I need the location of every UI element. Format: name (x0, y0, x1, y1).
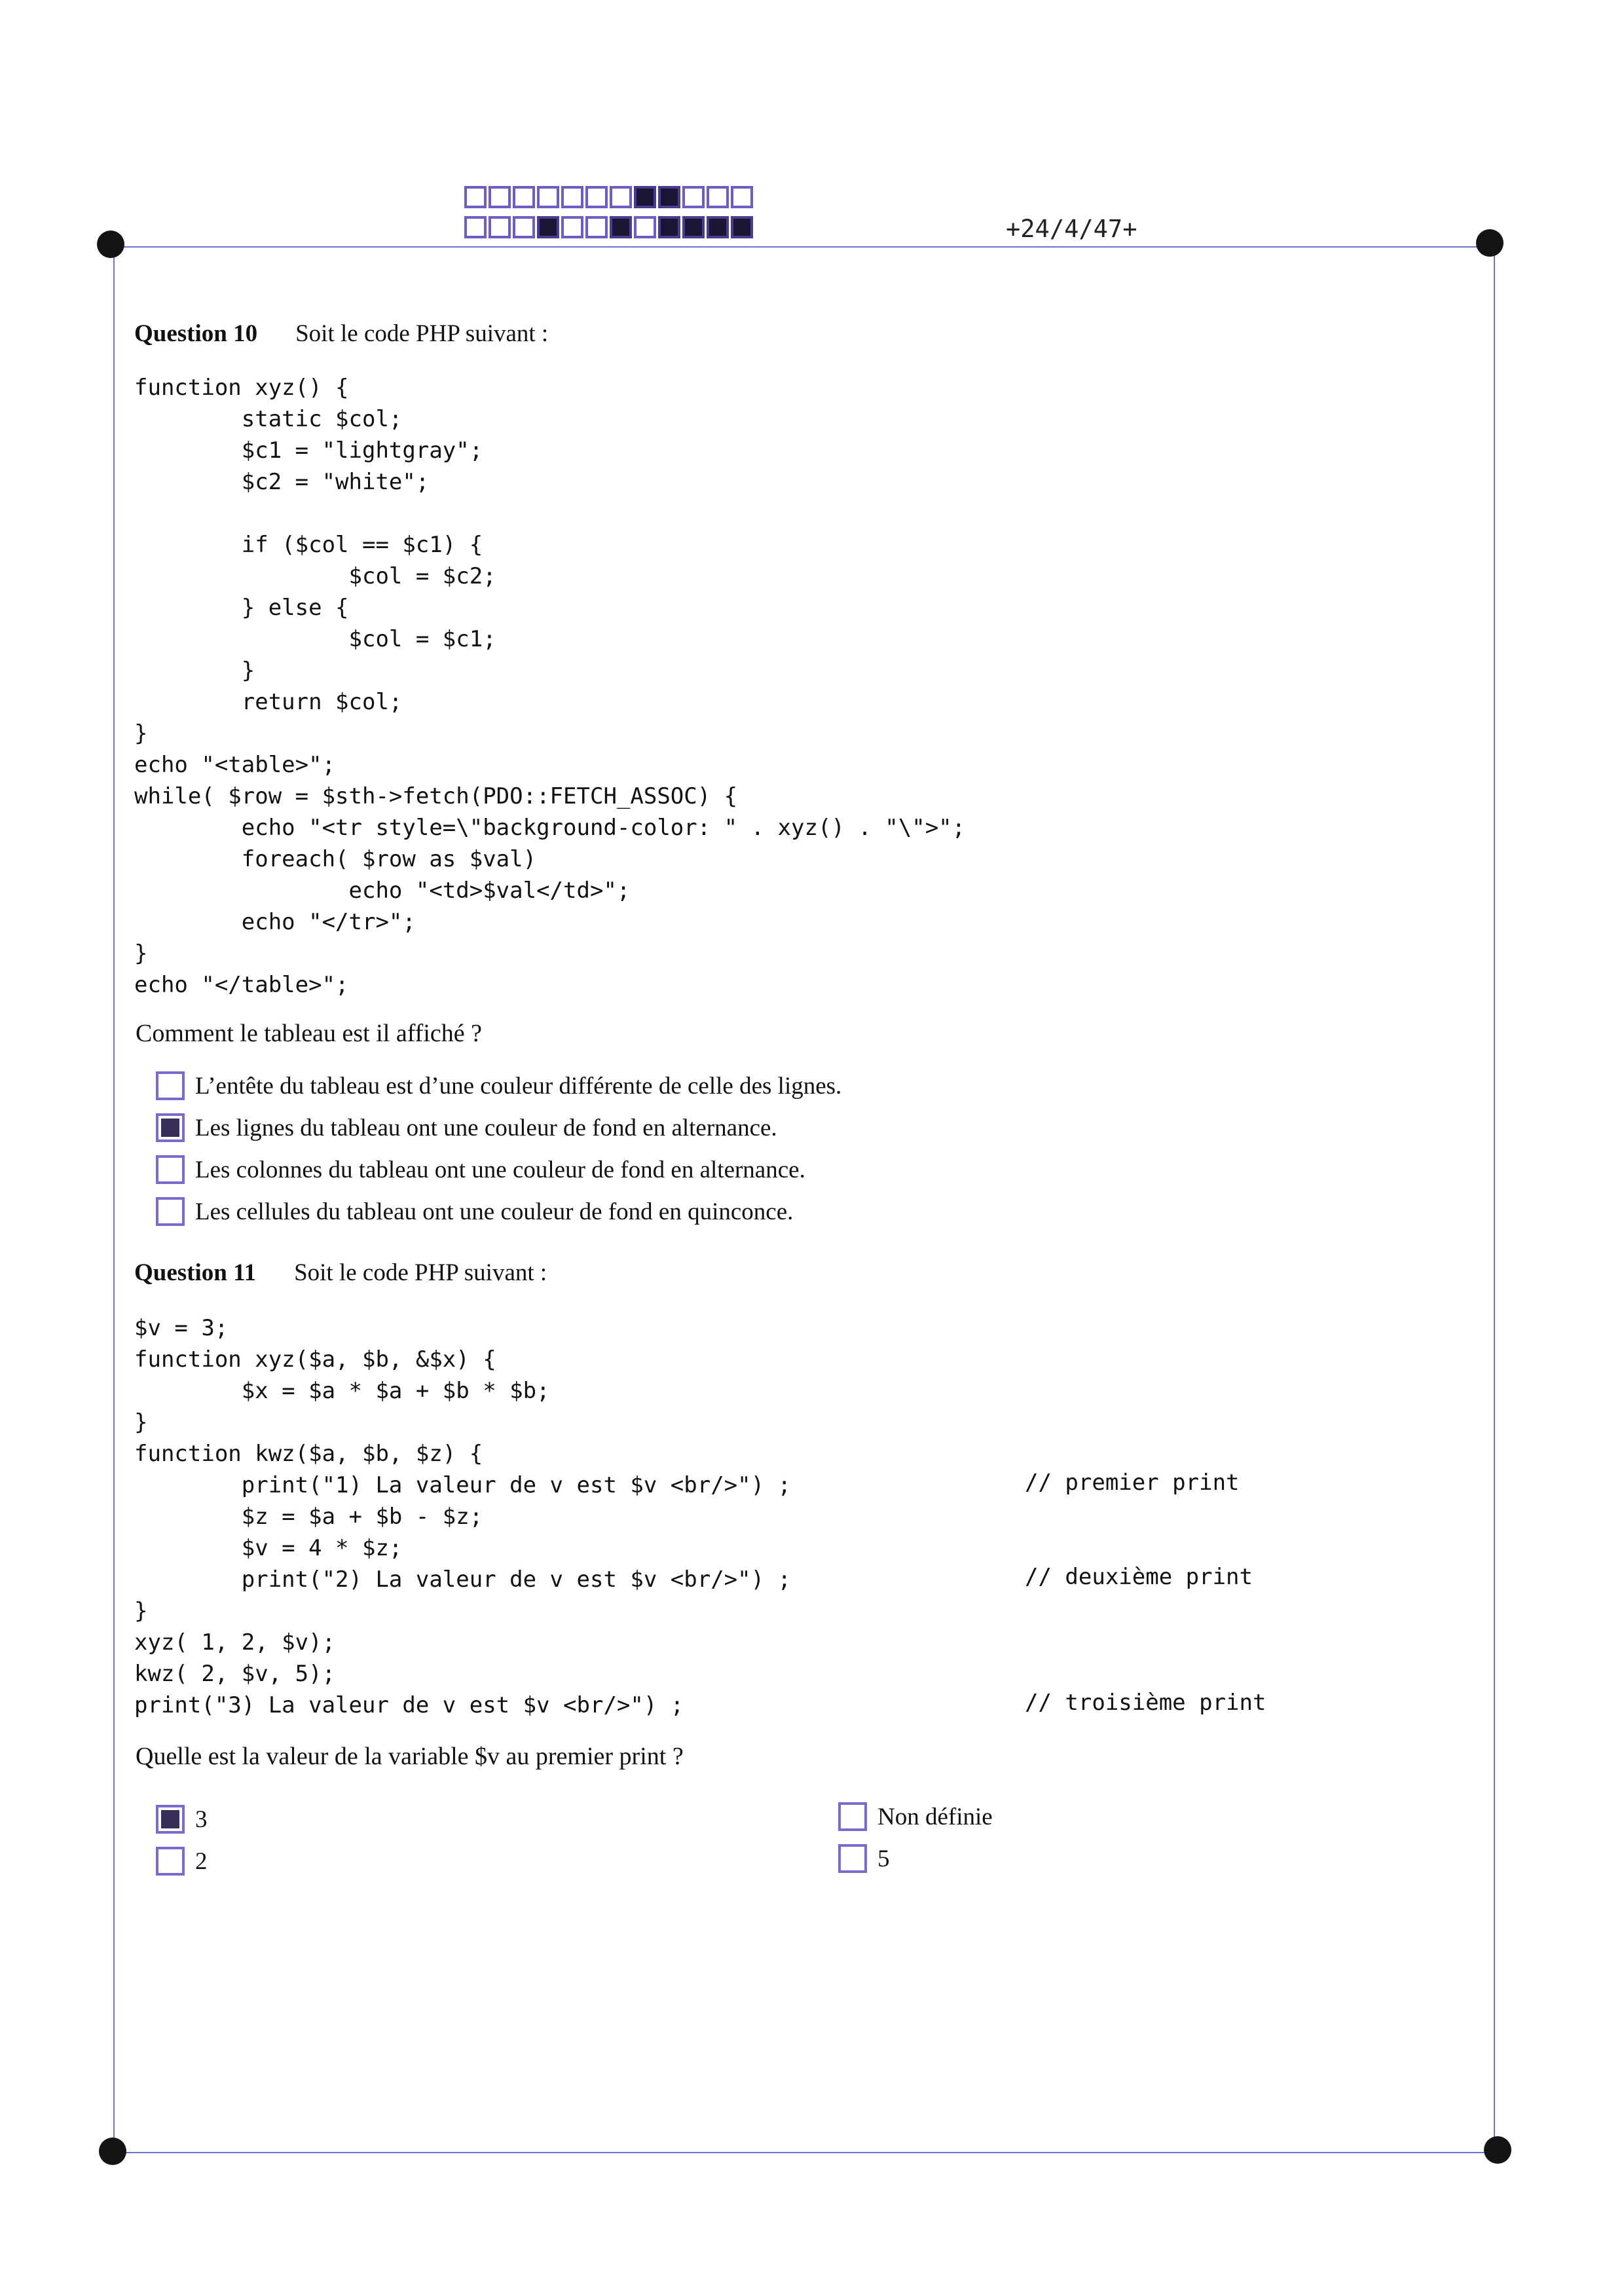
question-intro: Soit le code PHP suivant : (295, 320, 549, 347)
page-identifier: +24/4/47+ (1006, 215, 1137, 243)
code-box (464, 186, 487, 208)
code-box (610, 216, 632, 238)
question-11-prompt: Quelle est la valeur de la variable $v au premier print ? (136, 1743, 684, 1770)
q10-answer-1-label: L’entête du tableau est d’une couleur différente de celle des lignes. (195, 1072, 842, 1100)
identification-code-row-2 (464, 216, 755, 238)
code-box (585, 216, 608, 238)
q11-answer-3-checkbox[interactable] (838, 1802, 867, 1831)
code-box (610, 186, 632, 208)
code-box (585, 186, 608, 208)
question-10-header (134, 320, 548, 348)
q10-answer-4[interactable] (156, 1197, 793, 1226)
q11-answer-1-checkbox[interactable] (156, 1805, 185, 1834)
question-10-code: function xyz() { static $col; $c1 = "lightgray"; $c2 = "white"; if ($col == $c1) { $col = $c2; } else { $col = $c1; } return $col; } echo "<table>"; while( $row = $sth->fetch(PDO::FETCH_ASSOC) { echo "<tr style=\"background-color: " . xyz() . "\">"; foreach( $row as $val) echo "<td>$val</td>"; echo "</tr>"; } echo "</table>"; (134, 375, 966, 998)
q10-answer-3[interactable] (156, 1155, 805, 1184)
q10-answer-2-checkbox[interactable] (156, 1113, 185, 1142)
identification-code-row-1 (464, 186, 755, 208)
code-box (513, 216, 535, 238)
q10-answer-3-label: Les colonnes du tableau ont une couleur de fond en alternance. (195, 1156, 805, 1183)
code-box (561, 186, 583, 208)
question-11-code: $v = 3; function xyz($a, $b, &$x) { $x = $a * $a + $b * $b; } function kwz($a, $b, $z) { print("1) La valeur de v est $v <br/>") ; $z = $a + $b - $z; $v = 4 * $z; print("2) La valeur de v est $v <br/>") ; } xyz( 1, 2, $v); kwz( 2, $v, 5); print("3) La valeur de v est $v <br/>") ; (134, 1315, 792, 1718)
code-box (489, 216, 511, 238)
code-box (634, 186, 656, 208)
corner-marker-top-right (1476, 229, 1504, 257)
question-number: Question 11 (134, 1259, 257, 1286)
code-box (682, 216, 705, 238)
code-box (707, 186, 729, 208)
question-10-prompt: Comment le tableau est il affiché ? (136, 1020, 482, 1047)
q10-answer-1[interactable] (156, 1071, 841, 1100)
q11-answer-2[interactable] (156, 1847, 208, 1876)
q11-answer-1-label: 3 (195, 1805, 208, 1833)
q11-answer-3[interactable] (838, 1802, 993, 1831)
q11-answer-4-checkbox[interactable] (838, 1844, 867, 1873)
q11-answer-2-label: 2 (195, 1847, 208, 1875)
code-box (513, 186, 535, 208)
code-box (682, 186, 705, 208)
code-box (561, 216, 583, 238)
question-number: Question 10 (134, 320, 258, 347)
q10-answer-4-label: Les cellules du tableau ont une couleur de fond en quinconce. (195, 1198, 794, 1225)
code-box (658, 216, 680, 238)
comment-premier-print: // premier print (1025, 1470, 1240, 1496)
code-box (489, 186, 511, 208)
code-box (537, 216, 559, 238)
q10-answer-1-checkbox[interactable] (156, 1071, 185, 1100)
question-intro: Soit le code PHP suivant : (294, 1259, 547, 1286)
corner-marker-bottom-right (1484, 2136, 1511, 2164)
question-11-header (134, 1259, 547, 1287)
corner-marker-top-left (97, 231, 124, 258)
q11-answer-4-label: 5 (877, 1845, 890, 1872)
code-box (731, 216, 753, 238)
corner-marker-bottom-left (99, 2138, 126, 2165)
code-box (707, 216, 729, 238)
code-box (658, 186, 680, 208)
comment-deuxieme-print: // deuxième print (1025, 1564, 1253, 1590)
code-box (464, 216, 487, 238)
q10-answer-2-label: Les lignes du tableau ont une couleur de fond en alternance. (195, 1114, 777, 1141)
q11-answer-4[interactable] (838, 1844, 890, 1873)
q10-answer-3-checkbox[interactable] (156, 1155, 185, 1184)
q10-answer-4-checkbox[interactable] (156, 1197, 185, 1226)
code-box (537, 186, 559, 208)
q11-answer-1[interactable] (156, 1805, 208, 1834)
code-box (731, 186, 753, 208)
q10-answer-2[interactable] (156, 1113, 777, 1142)
q11-answer-2-checkbox[interactable] (156, 1847, 185, 1876)
comment-troisieme-print: // troisième print (1025, 1690, 1266, 1716)
q11-answer-3-label: Non définie (877, 1803, 993, 1830)
code-box (634, 216, 656, 238)
